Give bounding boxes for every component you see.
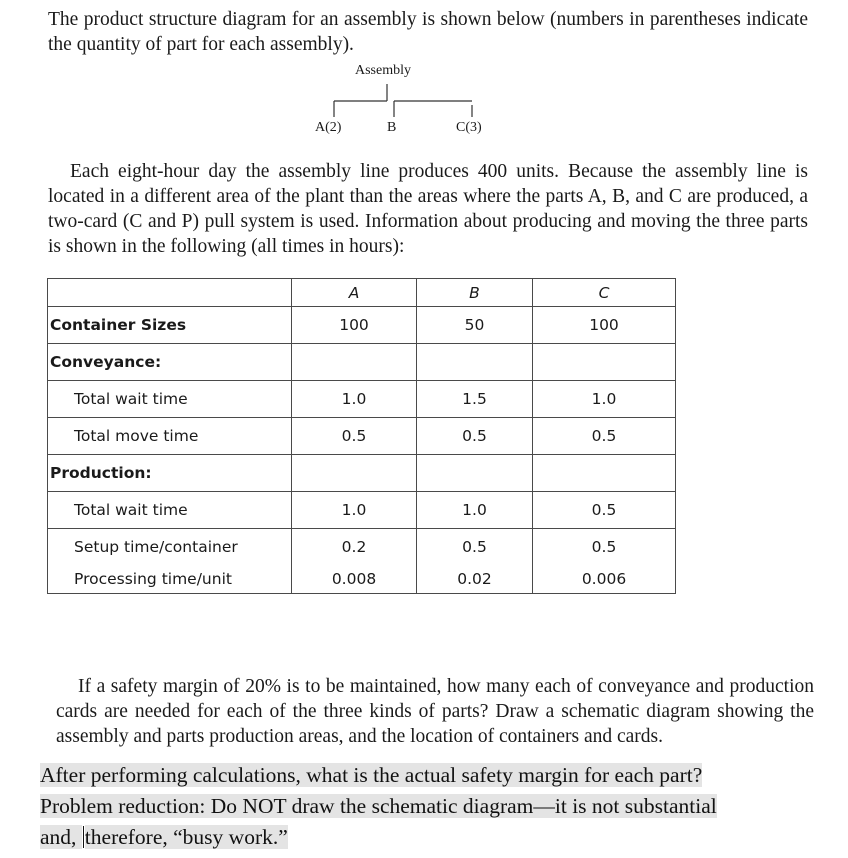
empty-cell (417, 455, 533, 492)
cell-c: 0.5 (533, 529, 676, 566)
cell-c: 0.5 (533, 492, 676, 529)
row-label-conveyance-move: Total move time (48, 418, 292, 455)
question-paragraph: If a safety margin of 20% is to be maintained, how many each of conveyance and production cards are needed for each of the three kinds of parts? Draw a schematic diagram showing the assembly and parts production areas, and the location of containers and cards. (56, 676, 814, 747)
cell-b: 50 (417, 307, 533, 344)
text-cursor (83, 826, 84, 848)
cell-a: 0.008 (292, 565, 417, 594)
table-row (48, 418, 676, 455)
row-label-production-wait: Total wait time (48, 492, 292, 529)
cell-a: 0.2 (292, 529, 417, 566)
parts-data-table (47, 278, 676, 594)
cell-b: 0.5 (417, 529, 533, 566)
table-row (48, 381, 676, 418)
header-b: B (417, 279, 533, 307)
note-line-2: Problem reduction: Do NOT draw the schematic diagram—it is not substantial (40, 794, 717, 818)
cell-c: 1.0 (533, 381, 676, 418)
empty-cell (533, 455, 676, 492)
cell-b: 1.5 (417, 381, 533, 418)
tree-child-a: A(2) (315, 120, 342, 135)
cell-a: 1.0 (292, 381, 417, 418)
intro-paragraph: The product structure diagram for an assembly is shown below (numbers in parentheses indicate the quantity of part for each assembly). (48, 9, 808, 55)
table-row (48, 565, 676, 594)
empty-cell (417, 344, 533, 381)
row-label-processing-time: Processing time/unit (48, 565, 292, 594)
row-label-setup-time: Setup time/container (48, 529, 292, 566)
table-row (48, 529, 676, 566)
table-row (48, 455, 676, 492)
table-row (48, 492, 676, 529)
note-line-3: and, therefore, “busy work.” (40, 825, 288, 849)
description-paragraph: Each eight-hour day the assembly line produces 400 units. Because the assembly line is located in a different area of the plant than the areas where the parts A, B, and C are produced, a two-card (C and P) pull system is used. Information about producing and moving the three parts is shown in the following (all times in hours): (48, 161, 808, 257)
cell-b: 0.02 (417, 565, 533, 594)
row-label-conveyance-wait: Total wait time (48, 381, 292, 418)
section-label-conveyance: Conveyance: (48, 344, 292, 381)
cell-b: 1.0 (417, 492, 533, 529)
empty-cell (533, 344, 676, 381)
tree-child-b: B (387, 120, 397, 135)
table-row (48, 307, 676, 344)
tree-child-c: C(3) (456, 120, 482, 135)
cell-a: 0.5 (292, 418, 417, 455)
header-a: A (292, 279, 417, 307)
cell-c: 0.006 (533, 565, 676, 594)
empty-cell (292, 455, 417, 492)
cell-c: 0.5 (533, 418, 676, 455)
row-label-container-sizes: Container Sizes (48, 307, 292, 344)
section-label-production: Production: (48, 455, 292, 492)
cell-a: 100 (292, 307, 417, 344)
tree-connector-lines (0, 0, 848, 160)
cell-c: 100 (533, 307, 676, 344)
table-row (48, 344, 676, 381)
empty-cell (292, 344, 417, 381)
note-line-1: After performing calculations, what is the actual safety margin for each part? (40, 763, 703, 787)
table-header-row (48, 279, 676, 307)
header-empty-cell (48, 279, 292, 307)
cell-a: 1.0 (292, 492, 417, 529)
tree-root-assembly: Assembly (355, 63, 411, 78)
header-c: C (533, 279, 676, 307)
cell-b: 0.5 (417, 418, 533, 455)
instructor-note (40, 760, 820, 853)
